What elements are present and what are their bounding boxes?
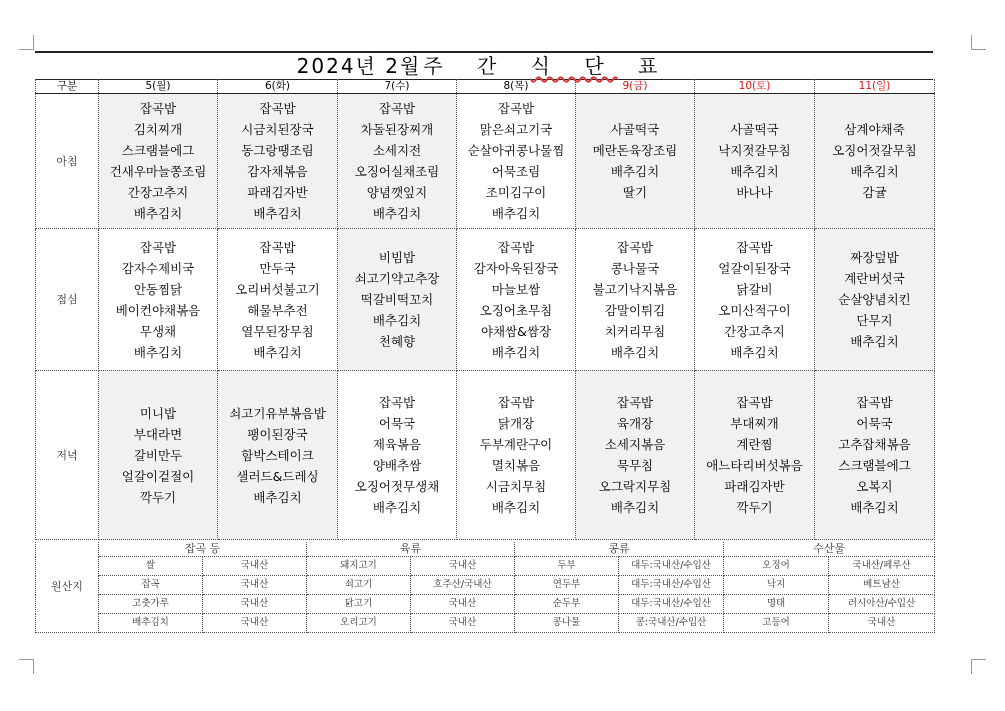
menu-item: 오징어실채조림 xyxy=(354,164,440,179)
menu-item: 콩나물국 xyxy=(610,260,660,276)
header-label: 구분 xyxy=(36,79,99,94)
day-header-sat: 10(토) xyxy=(695,79,815,94)
menu-cell xyxy=(99,371,218,540)
menu-item: 야채쌈&쌈장 xyxy=(480,323,552,339)
menu-cell xyxy=(218,94,338,229)
menu-item: 사골떡국 xyxy=(730,122,779,137)
menu-cell xyxy=(576,229,695,371)
origin-country: 러시아산/수입산 xyxy=(829,595,935,614)
menu-item: 얼갈이겉절이 xyxy=(121,468,195,484)
menu-item: 비빔밥 xyxy=(378,250,416,265)
menu-item: 오복지 xyxy=(856,479,893,494)
origin-country: 호주산/국내산 xyxy=(411,576,515,595)
menu-item: 파래김자반 xyxy=(247,185,308,200)
crop-mark-top-left xyxy=(19,35,34,50)
menu-item: 미니밥 xyxy=(139,405,177,421)
menu-item: 잡곡밥 xyxy=(497,101,535,116)
menu-item: 무생채 xyxy=(139,323,177,339)
origin-row xyxy=(36,614,935,633)
meal-label: 아침 xyxy=(36,94,99,229)
menu-item: 메란돈육장조림 xyxy=(592,143,678,158)
menu-item: 잡곡밥 xyxy=(736,239,773,255)
origin-country: 국내산 xyxy=(829,614,935,633)
menu-item: 닭개장 xyxy=(497,416,535,431)
menu-cell xyxy=(457,229,576,371)
origin-item: 돼지고기 xyxy=(307,557,411,576)
day-header-tue: 6(화) xyxy=(218,79,338,94)
menu-item: 배추김치 xyxy=(491,344,541,360)
crop-mark-bottom-right xyxy=(971,659,986,674)
menu-cell xyxy=(338,229,457,371)
menu-item: 감자아욱된장국 xyxy=(473,260,559,276)
menu-item: 배추김치 xyxy=(253,489,302,505)
menu-cell xyxy=(576,371,695,540)
menu-item: 스크램블에그 xyxy=(121,143,195,158)
menu-item: 맑은쇠고기국 xyxy=(479,122,553,137)
menu-item: 감말이튀김 xyxy=(604,302,666,318)
meal-label: 저녁 xyxy=(36,371,99,540)
origin-label: 원산지 xyxy=(36,542,99,633)
menu-item: 배추김치 xyxy=(610,164,660,179)
origin-row xyxy=(36,595,935,614)
menu-item: 배추김치 xyxy=(253,206,302,221)
menu-item: 치커리무침 xyxy=(604,323,666,339)
menu-item: 배추김치 xyxy=(372,500,422,515)
menu-cell xyxy=(695,229,815,371)
menu-item: 잡곡밥 xyxy=(736,395,773,410)
menu-item: 순살아귀콩나물찜 xyxy=(467,143,565,158)
menu-item: 단무지 xyxy=(856,313,893,328)
menu-cell xyxy=(695,371,815,540)
menu-item: 함박스테이크 xyxy=(241,447,314,463)
origin-country: 국내산 xyxy=(411,557,515,576)
origin-country: 국내산 xyxy=(203,557,307,576)
menu-cell xyxy=(576,94,695,229)
menu-item: 건새우마늘쫑조림 xyxy=(109,164,207,179)
meal-label: 점심 xyxy=(36,229,99,371)
menu-item: 깍두기 xyxy=(736,500,773,515)
menu-item: 애느타리버섯볶음 xyxy=(706,458,803,473)
day-header-mon: 5(월) xyxy=(99,79,218,94)
menu-item: 배추김치 xyxy=(372,313,422,328)
menu-item: 김치찌개 xyxy=(133,122,183,137)
menu-cell xyxy=(338,371,457,540)
menu-item: 잡곡밥 xyxy=(378,395,416,410)
menu-item: 샐러드&드레싱 xyxy=(236,468,319,484)
menu-cell xyxy=(457,94,576,229)
menu-cell xyxy=(815,371,935,540)
page-title xyxy=(35,51,933,80)
menu-item: 동그랑땡조림 xyxy=(241,143,314,158)
menu-item: 간장고추지 xyxy=(127,185,189,200)
menu-item: 감자채볶음 xyxy=(247,164,308,179)
origin-country: 국내산 xyxy=(203,576,307,595)
origin-country: 국내산/페루산 xyxy=(829,557,935,576)
menu-item: 부대찌개 xyxy=(730,416,779,431)
menu-item: 깍두기 xyxy=(139,489,177,505)
menu-item: 소세지전 xyxy=(372,143,422,158)
menu-item: 스크램블에그 xyxy=(838,458,911,473)
origin-country: 콩:국내산/수입산 xyxy=(619,614,724,633)
menu-item: 어묵조림 xyxy=(491,164,541,179)
meal-row-breakfast xyxy=(36,94,935,229)
menu-item: 육개장 xyxy=(616,416,654,431)
origin-item: 오리고기 xyxy=(307,614,411,633)
menu-item: 오미산적구이 xyxy=(718,302,791,318)
menu-item: 어묵국 xyxy=(378,416,416,431)
menu-cell xyxy=(99,94,218,229)
menu-item: 배추김치 xyxy=(491,500,541,515)
menu-item: 배추김치 xyxy=(850,500,899,515)
title-text: 주 간 식 단 표 xyxy=(423,54,672,78)
menu-item: 잡곡밥 xyxy=(139,239,177,255)
origin-country: 대두:국내산/수입산 xyxy=(619,576,724,595)
origin-item: 배추김치 xyxy=(99,614,203,633)
origin-category: 콩류 xyxy=(515,542,724,557)
menu-cell xyxy=(815,94,935,229)
menu-item: 잡곡밥 xyxy=(259,239,296,255)
menu-item: 쇠고기유부볶음밥 xyxy=(229,405,326,421)
menu-item: 묵무침 xyxy=(616,458,654,473)
crop-mark-bottom-left xyxy=(19,659,34,674)
menu-cell xyxy=(457,371,576,540)
menu-item: 시금치된장국 xyxy=(241,122,314,137)
menu-item: 계란찜 xyxy=(736,437,773,452)
origin-item: 명태 xyxy=(724,595,829,614)
menu-item: 배추김치 xyxy=(730,344,779,360)
origin-item: 순두부 xyxy=(515,595,619,614)
menu-item: 딸기 xyxy=(622,185,648,200)
menu-item: 오징어초무침 xyxy=(479,302,553,318)
menu-item: 잡곡밥 xyxy=(856,395,893,410)
menu-item: 잡곡밥 xyxy=(616,239,654,255)
menu-item: 마늘보쌈 xyxy=(491,281,541,297)
menu-item: 잡곡밥 xyxy=(497,239,535,255)
origin-table xyxy=(35,542,935,633)
menu-item: 배추김치 xyxy=(133,344,183,360)
menu-item: 차돌된장찌개 xyxy=(360,122,434,137)
menu-item: 만두국 xyxy=(259,260,296,276)
menu-cell xyxy=(218,229,338,371)
origin-item: 낙지 xyxy=(724,576,829,595)
menu-table xyxy=(35,79,935,540)
menu-item: 잡곡밥 xyxy=(616,395,654,410)
menu-item: 배추김치 xyxy=(133,206,183,221)
origin-item: 쌀 xyxy=(99,557,203,576)
menu-item: 간장고추지 xyxy=(724,323,785,339)
menu-item: 해물부추전 xyxy=(247,302,308,318)
menu-item: 양념깻잎지 xyxy=(366,185,428,200)
menu-item: 얼갈이된장국 xyxy=(718,260,791,276)
menu-item: 바나나 xyxy=(736,185,773,200)
menu-item: 잡곡밥 xyxy=(497,395,535,410)
origin-country: 베트남산 xyxy=(829,576,935,595)
menu-item: 배추김치 xyxy=(372,206,422,221)
menu-item: 오그락지무침 xyxy=(598,479,672,494)
origin-item: 연두부 xyxy=(515,576,619,595)
meal-row-dinner xyxy=(36,371,935,540)
menu-item: 배추김치 xyxy=(850,164,899,179)
menu-cell xyxy=(218,371,338,540)
menu-item: 두부계란구이 xyxy=(479,437,553,452)
origin-item: 쇠고기 xyxy=(307,576,411,595)
menu-item: 사골떡국 xyxy=(610,122,660,137)
menu-cell xyxy=(815,229,935,371)
menu-item: 잡곡밥 xyxy=(259,101,296,116)
menu-item: 소세지볶음 xyxy=(604,437,666,452)
origin-country: 대두:국내산/수입산 xyxy=(619,557,724,576)
menu-item: 배추김치 xyxy=(730,164,779,179)
origin-item: 고등어 xyxy=(724,614,829,633)
menu-item: 양배추쌈 xyxy=(372,458,422,473)
menu-item: 부대라면 xyxy=(133,426,183,442)
origin-country: 국내산 xyxy=(203,614,307,633)
menu-item: 감자수제비국 xyxy=(121,260,195,276)
day-header-fri: 9(금) xyxy=(576,79,695,94)
origin-item: 오징어 xyxy=(724,557,829,576)
origin-item: 고춧가루 xyxy=(99,595,203,614)
origin-row xyxy=(36,557,935,576)
origin-item: 잡곡 xyxy=(99,576,203,595)
menu-item: 베이컨야채볶음 xyxy=(115,302,201,318)
origin-country: 국내산 xyxy=(411,614,515,633)
menu-item: 고추잡채볶음 xyxy=(838,437,911,452)
crop-mark-top-right xyxy=(971,35,986,50)
menu-item: 오징어젓갈무침 xyxy=(832,143,917,158)
menu-item: 낙지젓갈무침 xyxy=(718,143,791,158)
origin-item: 두부 xyxy=(515,557,619,576)
origin-category-row xyxy=(36,542,935,557)
menu-cell xyxy=(99,229,218,371)
origin-category: 육류 xyxy=(307,542,515,557)
origin-row xyxy=(36,576,935,595)
title-date: 2024년 2월 xyxy=(296,54,422,78)
menu-item: 계란버섯국 xyxy=(844,271,905,286)
menu-item: 배추김치 xyxy=(610,344,660,360)
menu-item: 배추김치 xyxy=(850,334,899,349)
menu-item: 배추김치 xyxy=(253,344,302,360)
day-header-wed: 7(수) xyxy=(338,79,457,94)
origin-item: 닭고기 xyxy=(307,595,411,614)
menu-cell xyxy=(695,94,815,229)
menu-item: 천혜향 xyxy=(378,334,416,349)
day-header-sun: 11(일) xyxy=(815,79,935,94)
menu-item: 시금치무침 xyxy=(485,479,547,494)
menu-item: 떡갈비떡꼬치 xyxy=(360,292,434,307)
menu-item: 잡곡밥 xyxy=(378,101,416,116)
menu-item: 배추김치 xyxy=(610,500,660,515)
menu-item: 열무된장무침 xyxy=(241,323,314,339)
header-row xyxy=(36,79,935,94)
menu-item: 어묵국 xyxy=(856,416,893,431)
meal-row-lunch xyxy=(36,229,935,371)
menu-item: 조미김구이 xyxy=(485,185,547,200)
menu-item: 닭갈비 xyxy=(736,281,773,297)
origin-category: 잡곡 등 xyxy=(99,542,307,557)
menu-item: 안동찜닭 xyxy=(133,281,183,297)
menu-item: 갈비만두 xyxy=(133,447,183,463)
menu-item: 파래김자반 xyxy=(724,479,785,494)
menu-item: 삼계야채죽 xyxy=(844,122,905,137)
menu-item: 감귤 xyxy=(862,185,887,200)
menu-item: 짜장덮밥 xyxy=(850,250,899,265)
menu-item: 멸치볶음 xyxy=(491,458,541,473)
menu-item: 불고기낙지볶음 xyxy=(592,281,678,297)
origin-country: 대두:국내산/수입산 xyxy=(619,595,724,614)
menu-item: 쇠고기약고추장 xyxy=(354,271,440,286)
menu-item: 오징어젓무생채 xyxy=(354,479,440,494)
menu-cell xyxy=(338,94,457,229)
menu-item: 배추김치 xyxy=(491,206,541,221)
menu-item: 오리버섯불고기 xyxy=(235,281,320,297)
day-header-thu: 8(목) xyxy=(457,79,576,94)
menu-item: 잡곡밥 xyxy=(139,101,177,116)
menu-item: 순살양념치킨 xyxy=(838,292,911,307)
origin-item: 콩나물 xyxy=(515,614,619,633)
menu-item: 제육볶음 xyxy=(372,437,422,452)
origin-country: 국내산 xyxy=(411,595,515,614)
menu-item: 팽이된장국 xyxy=(247,426,308,442)
origin-country: 국내산 xyxy=(203,595,307,614)
origin-category: 수산물 xyxy=(724,542,935,557)
